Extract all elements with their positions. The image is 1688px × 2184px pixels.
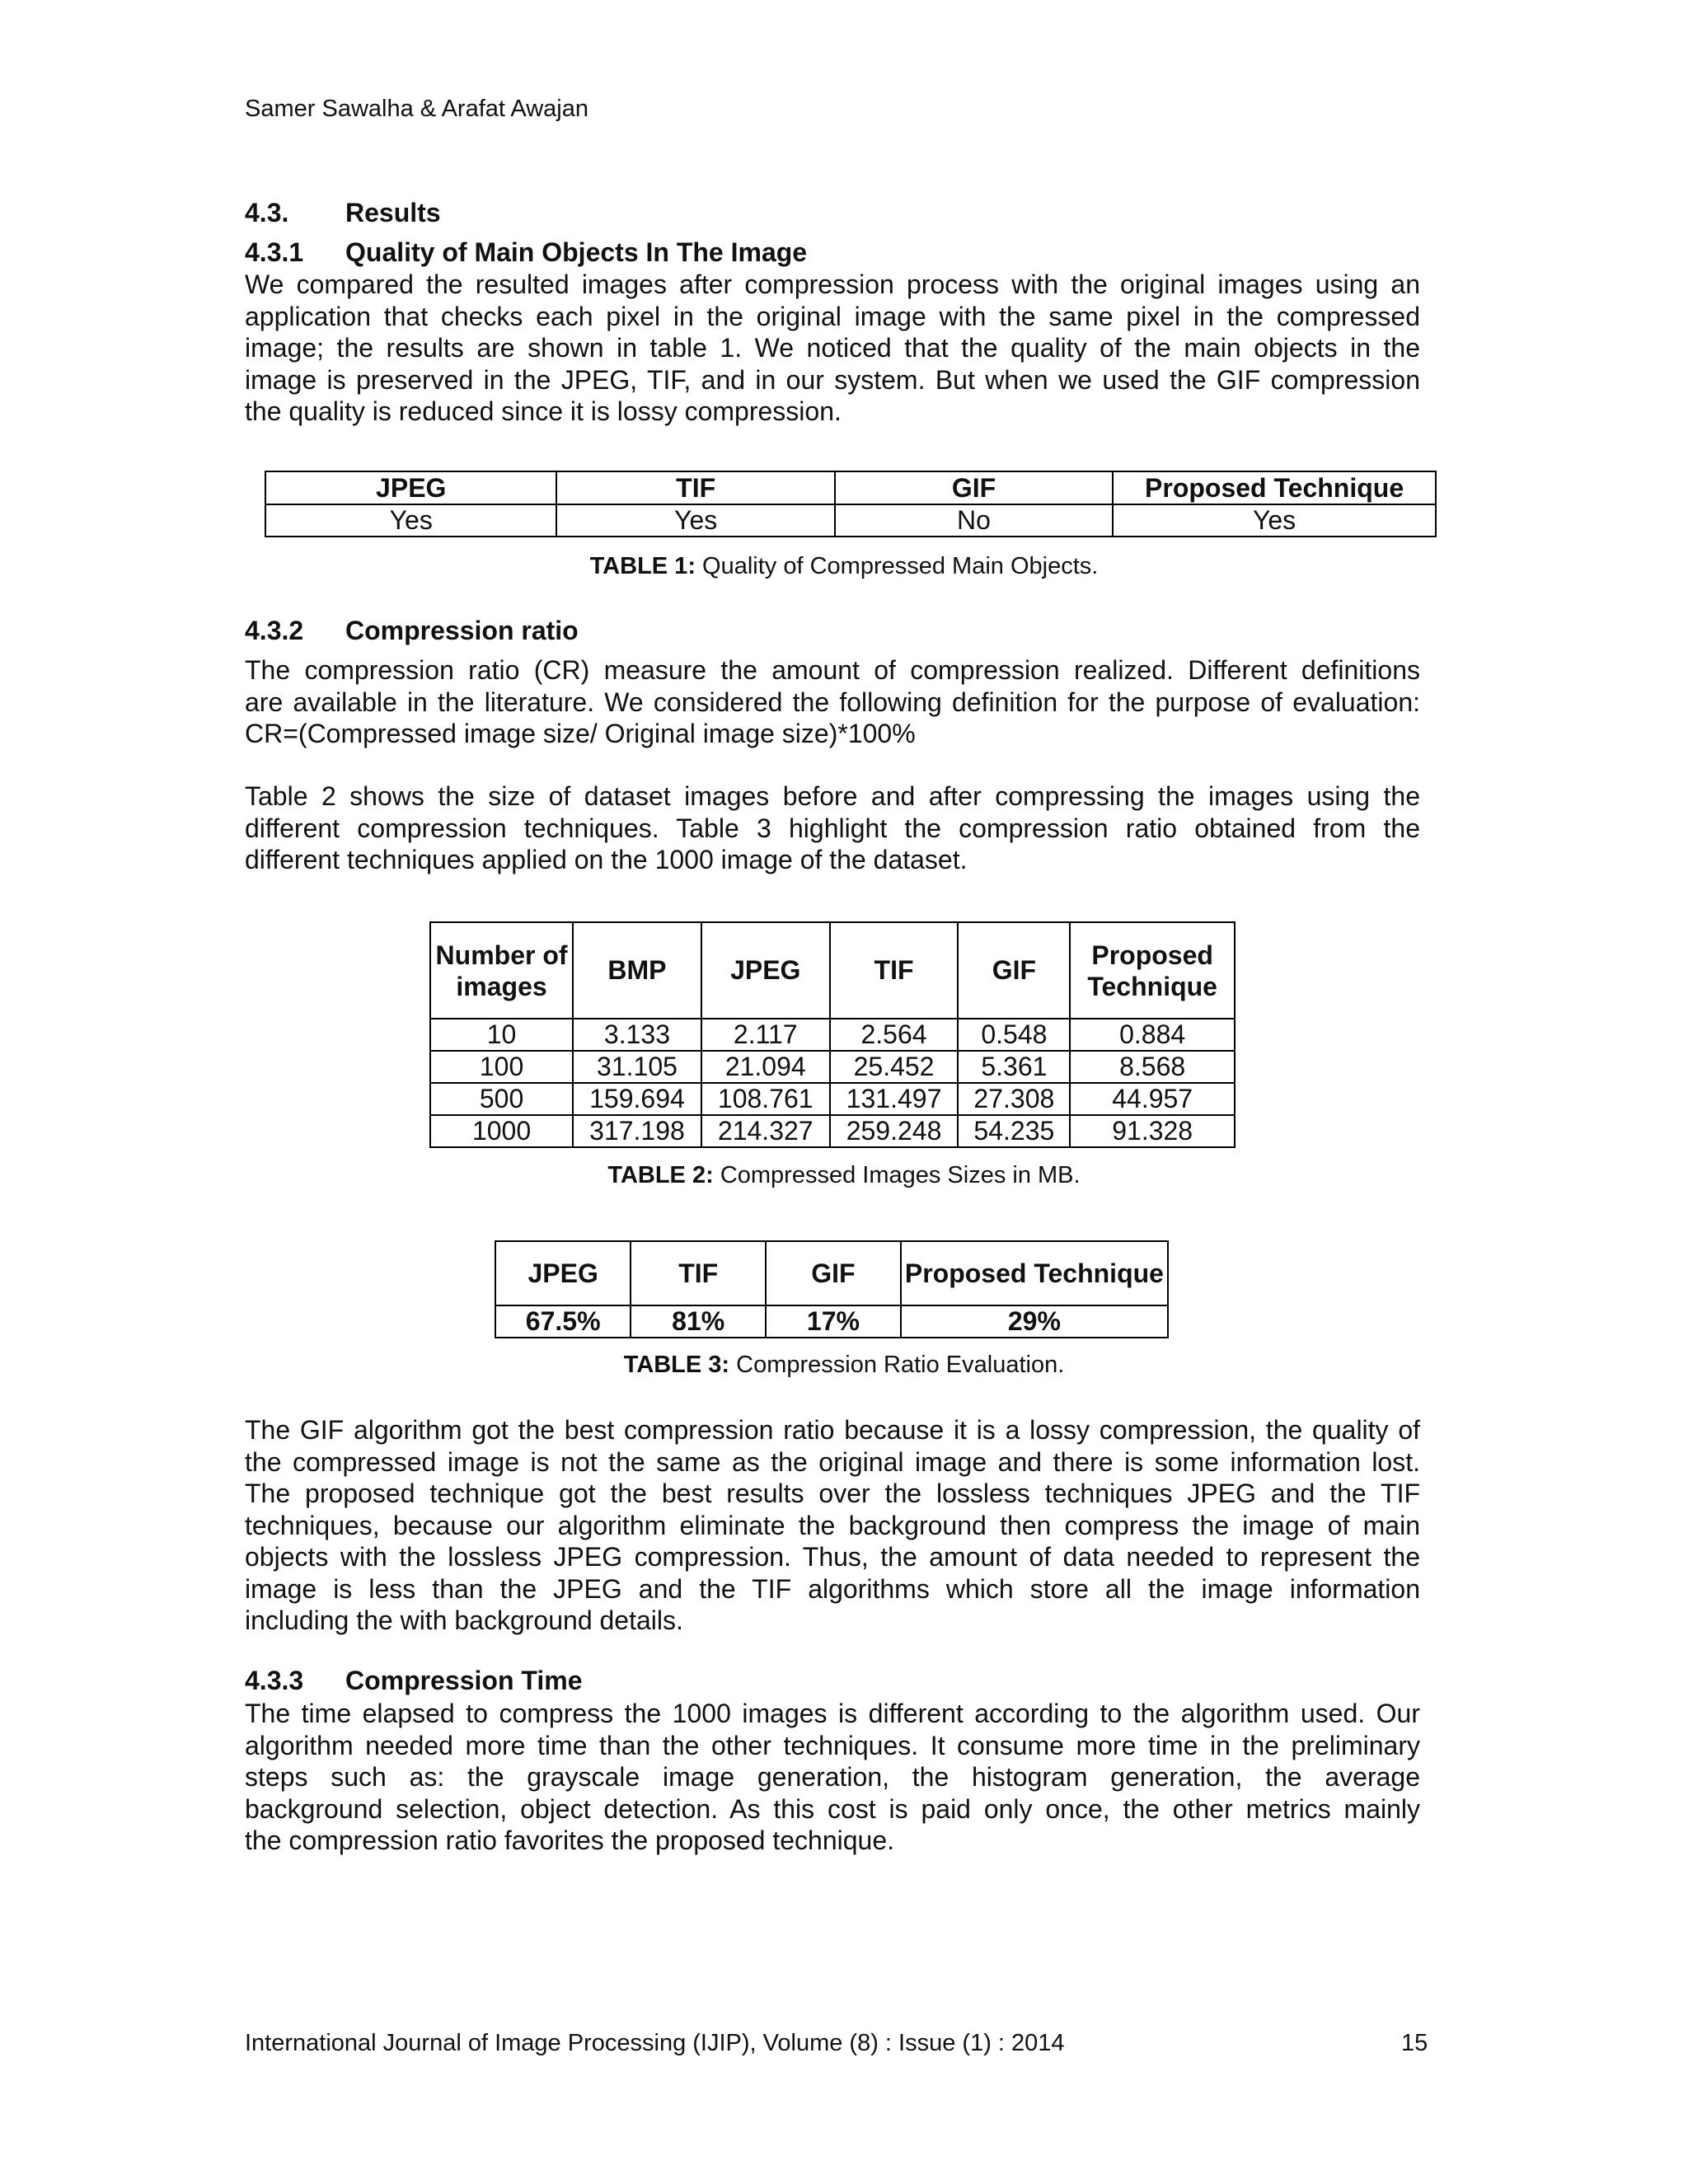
- table-cell: 259.248: [830, 1115, 959, 1147]
- section-title: Compression ratio: [345, 616, 579, 645]
- text-line: image is preserved in the JPEG, TIF, and in our system. But when we used the GIF compression: [245, 364, 1420, 395]
- table-header-cell: GIF: [835, 471, 1113, 504]
- table-cell: 214.327: [701, 1115, 830, 1147]
- table-cell: 17%: [766, 1305, 901, 1338]
- table-cell: 1000: [430, 1115, 573, 1147]
- table-3: [495, 1240, 1169, 1338]
- table-cell: 67.5%: [495, 1305, 631, 1338]
- table-3-caption: [0, 1352, 1688, 1379]
- table-cell: No: [835, 504, 1113, 537]
- caption-label: TABLE 3:: [623, 1352, 730, 1378]
- text-line: The time elapsed to compress the 1000 images is different according to the algorithm used. Our: [245, 1699, 1420, 1728]
- table-header-row: [265, 471, 1436, 504]
- table-cell: 25.452: [830, 1051, 959, 1083]
- table-header-row: [430, 922, 1235, 1019]
- text-line: the quality is reduced since it is lossy compression.: [245, 396, 842, 426]
- table-cell: 91.328: [1070, 1115, 1235, 1147]
- paragraph-compression-time: [245, 1698, 1420, 1857]
- table-cell: 108.761: [701, 1083, 830, 1115]
- text-line: image; the results are shown in table 1. We noticed that the quality of the main objects in the: [245, 333, 1420, 363]
- table-cell: 27.308: [958, 1083, 1070, 1115]
- table-row: [430, 1019, 1235, 1051]
- section-heading-4-3-3: [245, 1666, 582, 1696]
- table-cell: 0.884: [1070, 1019, 1235, 1051]
- text-line: including the with background details.: [245, 1605, 683, 1635]
- text-line: CR=(Compressed image size/ Original image size)*100%: [245, 719, 916, 748]
- section-title: Compression Time: [345, 1666, 583, 1695]
- paragraph-quality: [245, 269, 1420, 428]
- table-cell: 54.235: [958, 1115, 1070, 1147]
- text-line: The compression ratio (CR) measure the amount of compression realized. Different definitions: [245, 655, 1420, 685]
- table-header-cell: Proposed Technique: [1070, 922, 1235, 1019]
- text-line: steps such as: the grayscale image generation, the histogram generation, the average: [245, 1762, 1420, 1792]
- table-cell: 500: [430, 1083, 573, 1115]
- table-2: [429, 921, 1236, 1148]
- table-header-cell: TIF: [830, 922, 959, 1019]
- table-cell: 3.133: [573, 1019, 701, 1051]
- table-cell: 44.957: [1070, 1083, 1235, 1115]
- table-row: [430, 1083, 1235, 1115]
- section-number: 4.3.: [245, 198, 289, 227]
- section-number: 4.3.1: [245, 237, 304, 267]
- paragraph-gif-analysis: [245, 1414, 1420, 1637]
- table-header-cell: GIF: [958, 922, 1070, 1019]
- text-line: are available in the literature. We considered the following definition for the purpose of evaluation:: [245, 687, 1420, 717]
- section-heading-4-3-1: [245, 237, 807, 268]
- caption-label: TABLE 1:: [589, 553, 696, 579]
- text-line: the compression ratio favorites the proposed technique.: [245, 1825, 895, 1855]
- paragraph-compression-ratio: [245, 654, 1420, 750]
- table-row: [430, 1051, 1235, 1083]
- table-header-cell: Proposed Technique: [1113, 471, 1436, 504]
- table-cell: 317.198: [573, 1115, 701, 1147]
- table-cell: 2.564: [830, 1019, 959, 1051]
- table-header-cell: JPEG: [701, 922, 830, 1019]
- table-header-cell: BMP: [573, 922, 701, 1019]
- table-cell: 10: [430, 1019, 573, 1051]
- text-line: image is less than the JPEG and the TIF algorithms which store all the image information: [245, 1573, 1420, 1604]
- table-header-cell: Number of images: [430, 922, 573, 1019]
- table-1-caption: [0, 553, 1688, 580]
- table-cell: 5.361: [958, 1051, 1070, 1083]
- table-cell: 29%: [901, 1305, 1168, 1338]
- text-line: The GIF algorithm got the best compression ratio because it is a lossy compression, the quality of: [245, 1415, 1420, 1445]
- running-header: Samer Sawalha & Arafat Awajan: [245, 96, 588, 122]
- table-cell: 100: [430, 1051, 573, 1083]
- caption-text: Quality of Compressed Main Objects.: [702, 553, 1099, 579]
- text-line: We compared the resulted images after compression process with the original images using an: [245, 269, 1420, 299]
- table-cell: 81%: [631, 1305, 766, 1338]
- text-line: algorithm needed more time than the other techniques. It consume more time in the preliminary: [245, 1730, 1420, 1760]
- table-cell: 0.548: [958, 1019, 1070, 1051]
- section-heading-4-3: [245, 198, 441, 228]
- paragraph-table-intro: [245, 780, 1420, 876]
- table-header-cell: Proposed Technique: [901, 1241, 1168, 1305]
- section-heading-4-3-2: [245, 616, 579, 646]
- section-title: Quality of Main Objects In The Image: [345, 237, 808, 267]
- text-line: background selection, object detection. As this cost is paid only once, the other metrics mainly: [245, 1793, 1420, 1824]
- text-line: Table 2 shows the size of dataset images before and after compressing the images using the: [245, 781, 1420, 811]
- table-2-caption: [0, 1162, 1688, 1189]
- table-header-cell: GIF: [766, 1241, 901, 1305]
- section-title: Results: [345, 198, 441, 227]
- table-cell: 31.105: [573, 1051, 701, 1083]
- text-line: different compression techniques. Table 3 highlight the compression ratio obtained from the: [245, 813, 1420, 843]
- table-header-cell: TIF: [556, 471, 834, 504]
- table-1: [265, 471, 1437, 537]
- text-line: techniques, because our algorithm eliminate the background then compress the image of main: [245, 1510, 1420, 1540]
- caption-label: TABLE 2:: [607, 1162, 714, 1188]
- table-cell: Yes: [265, 504, 556, 537]
- text-line: The proposed technique got the best results over the lossless techniques JPEG and the TIF: [245, 1479, 1420, 1508]
- table-cell: 159.694: [573, 1083, 701, 1115]
- table-cell: 131.497: [830, 1083, 959, 1115]
- table-row: [430, 1115, 1235, 1147]
- table-header-cell: TIF: [631, 1241, 766, 1305]
- table-header-row: [495, 1241, 1168, 1305]
- table-cell: 2.117: [701, 1019, 830, 1051]
- caption-text: Compressed Images Sizes in MB.: [720, 1162, 1081, 1188]
- table-cell: Yes: [556, 504, 834, 537]
- table-row: [495, 1305, 1168, 1338]
- text-line: the compressed image is not the same as the original image and there is some information lost.: [245, 1446, 1420, 1477]
- running-footer: International Journal of Image Processing (IJIP), Volume (8) : Issue (1) : 2014: [245, 2030, 1065, 2056]
- table-cell: Yes: [1113, 504, 1436, 537]
- table-header-cell: JPEG: [495, 1241, 631, 1305]
- text-line: application that checks each pixel in the original image with the same pixel in the compressed: [245, 301, 1420, 331]
- table-cell: 8.568: [1070, 1051, 1235, 1083]
- caption-text: Compression Ratio Evaluation.: [736, 1352, 1065, 1378]
- table-header-cell: JPEG: [265, 471, 556, 504]
- section-number: 4.3.2: [245, 616, 304, 645]
- page-number: 15: [1401, 2030, 1428, 2056]
- table-cell: 21.094: [701, 1051, 830, 1083]
- text-line: objects with the lossless JPEG compression. Thus, the amount of data needed to represent the: [245, 1542, 1420, 1572]
- text-line: different techniques applied on the 1000 image of the dataset.: [245, 845, 968, 874]
- table-row: [265, 504, 1436, 537]
- section-number: 4.3.3: [245, 1666, 304, 1695]
